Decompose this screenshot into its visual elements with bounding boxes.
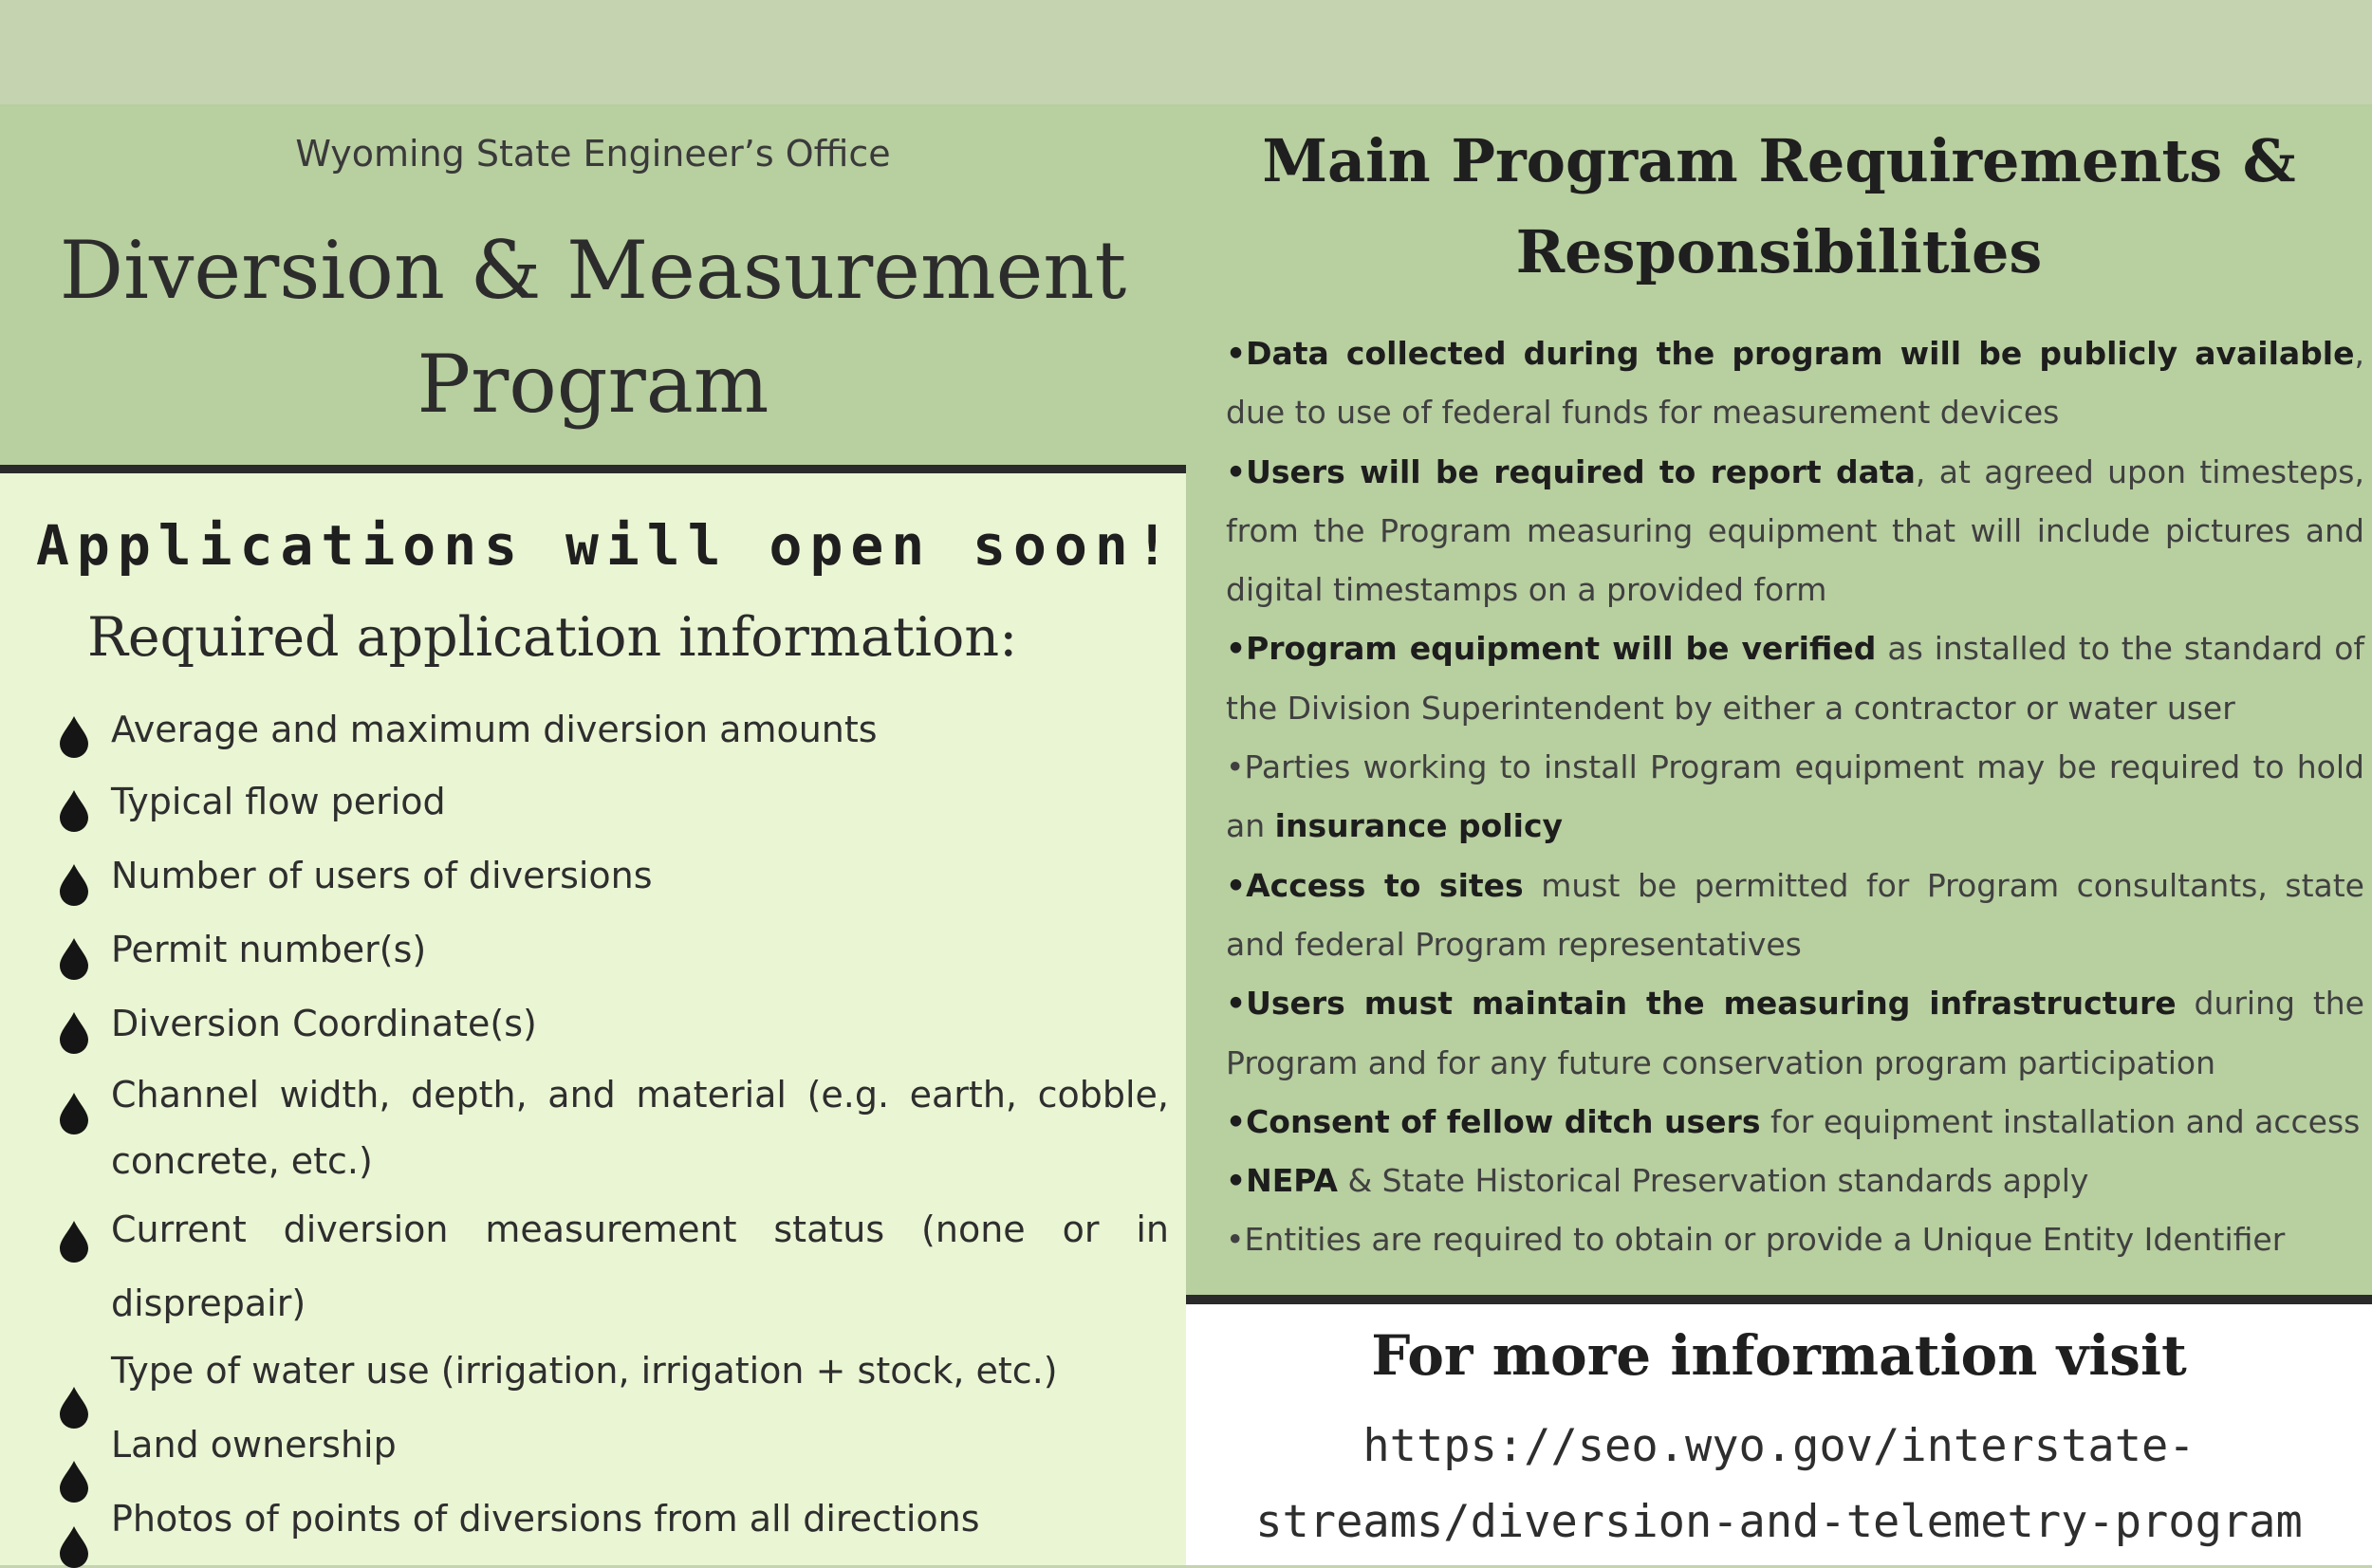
list-item-text: Diversion Coordinate(s) — [111, 1003, 537, 1044]
requirement-bold: •Users will be required to report data — [1226, 452, 1916, 490]
application-info-panel — [0, 473, 1186, 1565]
requirement-bold: •NEPA — [1226, 1162, 1338, 1200]
requirement-item — [1226, 1152, 2364, 1210]
left-divider — [0, 465, 1186, 473]
requirement-item — [1226, 1210, 2364, 1269]
requirement-item — [1226, 974, 2364, 1093]
right-divider — [1186, 1295, 2372, 1304]
requirement-text: , due to use of federal funds for measurement devices — [1226, 335, 2364, 432]
program-title-line2: Program — [417, 338, 769, 431]
list-item-text: Channel width, depth, and material (e.g. earth, cobble, concrete, etc.) — [111, 1074, 1169, 1182]
list-item-text: Current diversion measurement status (none or in disprepair) — [111, 1208, 1169, 1324]
program-url-line1[interactable]: https://seo.wyo.gov/interstate- — [1362, 1420, 2196, 1472]
list-item-text: Land ownership — [111, 1424, 397, 1466]
requirements-title — [1186, 116, 2372, 298]
program-url[interactable] — [1186, 1409, 2372, 1560]
more-info-panel — [1186, 1304, 2372, 1565]
list-item-text: Average and maximum diversion amounts — [111, 709, 878, 750]
water-drop-icon — [57, 1385, 91, 1429]
requirements-list — [1226, 324, 2364, 1270]
requirement-item — [1226, 857, 2364, 975]
list-item-text: Number of users of diversions — [111, 855, 653, 896]
requirement-item — [1226, 619, 2364, 738]
water-drop-icon — [57, 714, 91, 758]
water-drop-icon — [57, 1524, 91, 1568]
office-name: Wyoming State Engineer’s Office — [295, 133, 891, 175]
list-item-text: Photos of points of diversions from all directions — [111, 1498, 980, 1540]
requirements-panel — [1186, 104, 2372, 1295]
requirement-item — [1226, 324, 2364, 443]
requirement-item — [1226, 738, 2364, 857]
requirement-text: for equipment installation and access — [1760, 1102, 2361, 1140]
water-drop-icon — [57, 788, 91, 832]
requirement-item — [1226, 1093, 2364, 1152]
list-item-text: Type of water use (irrigation, irrigation + stock, etc.) — [111, 1350, 1058, 1392]
program-title — [0, 213, 1186, 441]
more-info-heading: For more information visit — [1371, 1323, 2187, 1388]
program-title-line1: Diversion & Measurement — [59, 224, 1127, 317]
requirements-title-line2: Responsibilities — [1515, 217, 2043, 286]
program-header — [0, 104, 1186, 465]
requirement-bold: •Users must maintain the measuring infrastructure — [1226, 985, 2177, 1023]
requirement-bold: •Program equipment will be verified — [1226, 630, 1877, 668]
requirements-title-line1: Main Program Requirements & — [1262, 126, 2296, 195]
applications-open-heading: Applications will open soon! — [36, 513, 1177, 578]
requirement-text: must be permitted for Program consultants, state and federal Program representatives — [1226, 866, 2364, 963]
requirement-bold: •Data collected during the program will be publicly available — [1226, 335, 2355, 372]
water-drop-icon — [57, 862, 91, 906]
requirement-text: as installed to the standard of the Division Superintendent by either a contractor or water user — [1226, 630, 2364, 727]
requirement-bold: •Access to sites — [1226, 866, 1524, 904]
water-drop-icon — [57, 1459, 91, 1503]
required-info-heading: Required application information: — [87, 606, 1018, 669]
top-band — [0, 0, 2372, 104]
water-drop-icon — [57, 936, 91, 980]
requirement-text: •Entities are required to obtain or provide a Unique Entity Identifier — [1226, 1221, 2286, 1259]
requirement-text: & State Historical Preservation standards apply — [1337, 1162, 2089, 1200]
list-item-text: Typical flow period — [111, 781, 446, 822]
requirement-bold: •Consent of fellow ditch users — [1226, 1102, 1761, 1140]
list-item-text: Permit number(s) — [111, 929, 427, 970]
water-drop-icon — [57, 1091, 91, 1134]
requirement-text: •Parties working to install Program equipment may be required to hold an — [1226, 748, 2364, 845]
requirement-text: , at agreed upon timesteps, from the Program measuring equipment that will include pictures and digital timestamps on a provided form — [1226, 452, 2364, 609]
water-drop-icon — [57, 1010, 91, 1054]
water-drop-icon — [57, 1219, 91, 1263]
program-url-line2[interactable]: streams/diversion-and-telemetry-program — [1255, 1496, 2303, 1548]
requirement-item — [1226, 443, 2364, 620]
requirement-text: during the Program and for any future conservation program participation — [1226, 985, 2364, 1081]
requirement-bold: insurance policy — [1274, 807, 1564, 845]
